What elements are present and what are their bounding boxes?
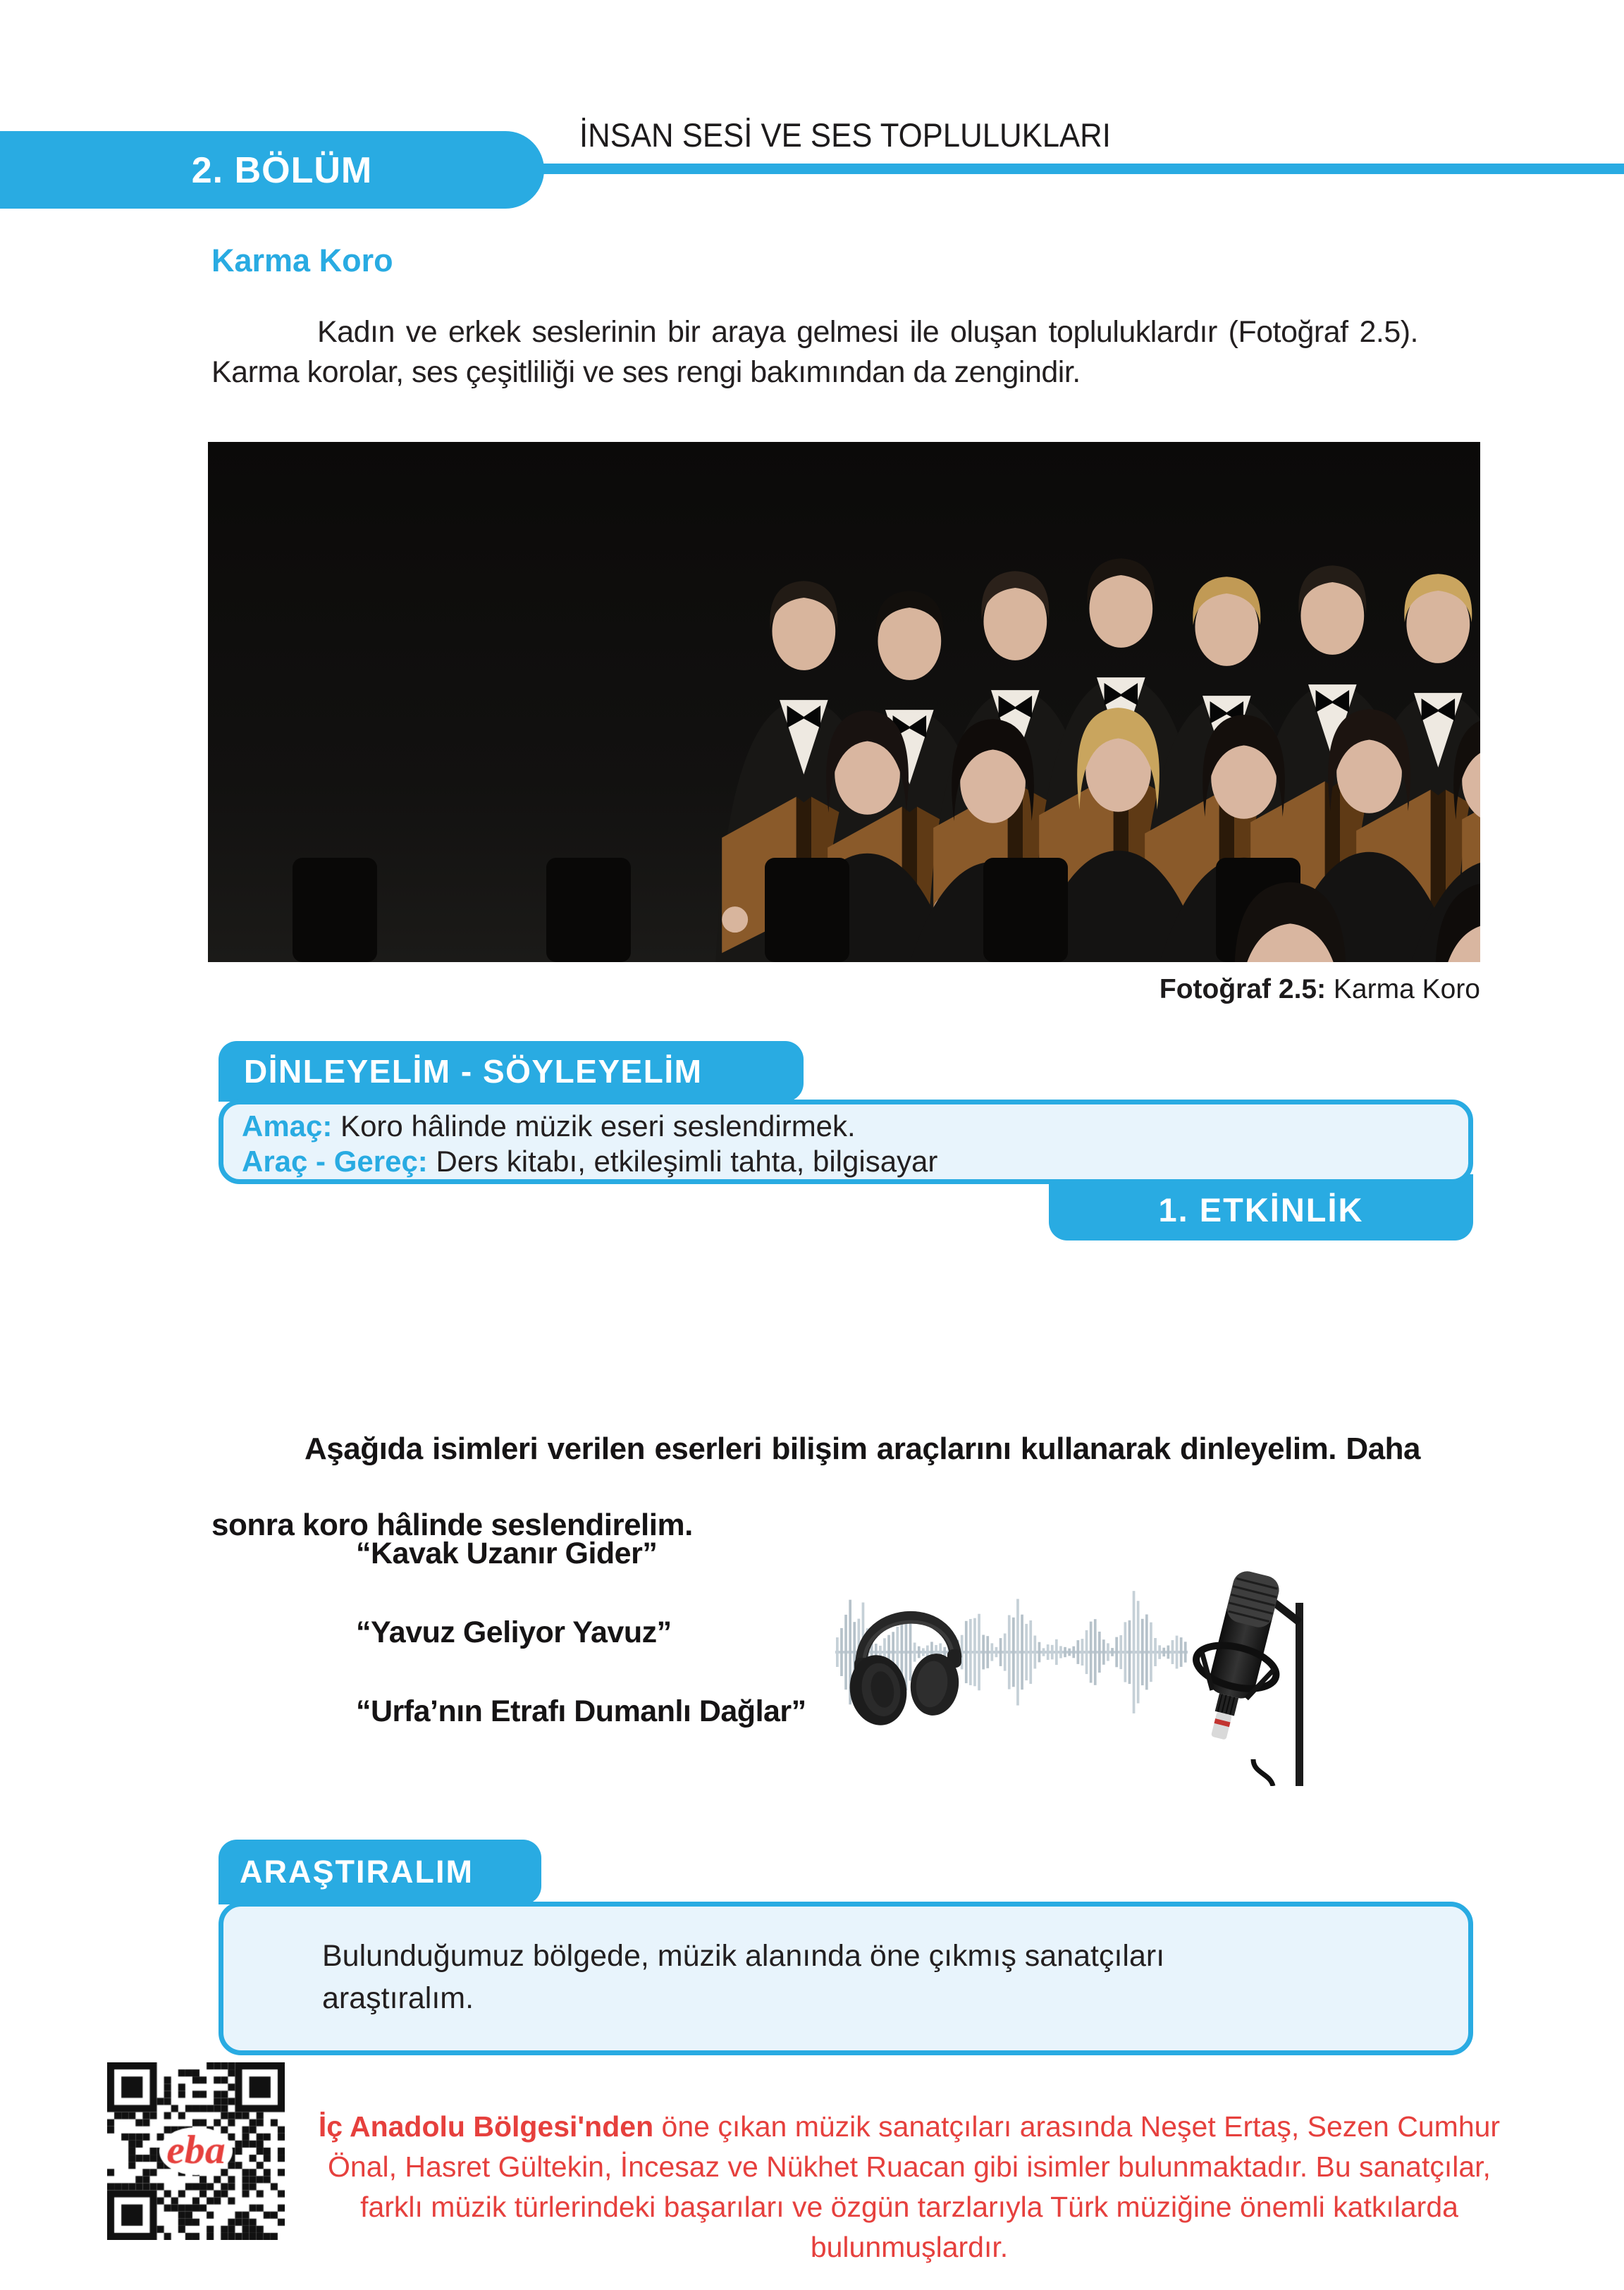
page-title: İNSAN SESİ VE SES TOPLULUKLARI [579,116,1111,154]
footer-note-bold: İç Anadolu Bölgesi'nden [318,2110,654,2143]
microphone-icon [1188,1562,1322,1786]
photo-caption [811,974,1480,1005]
goal-row [223,1109,1468,1144]
activity-goal-box [219,1100,1473,1184]
activity-number-badge [1049,1174,1473,1241]
song-title: “Yavuz Geliyor Yavuz” [356,1615,672,1649]
song-title: “Urfa’nın Etrafı Dumanlı Dağlar” [356,1694,806,1728]
footer-note [310,2107,1508,2267]
goal-label: Amaç: [242,1109,333,1143]
research-banner [219,1840,541,1904]
goal-text: Koro hâlinde müzik eseri seslendirmek. [332,1109,856,1143]
listen-sing-banner-label: DİNLEYELİM - SÖYLEYELİM [244,1053,703,1090]
chapter-label: 2. BÖLÜM [191,150,373,191]
song-title: “Kavak Uzanır Gider” [356,1537,658,1570]
section-heading: Karma Koro [211,242,393,278]
research-box [219,1902,1473,2055]
materials-label: Araç - Gereç: [242,1145,428,1178]
chapter-banner [0,131,544,209]
photo-caption-label: Fotoğraf 2.5: [1159,974,1327,1004]
choir-photo [208,442,1480,962]
footer-note-rest: öne çıkan müzik sanatçıları arasında Neşet Ertaş, Sezen Cumhur Önal, Hasret Gültekin, İncesaz ve Nükhet Ruacan gibi isimler bulunmaktadır. Bu sanatçılar, farklı müzik türlerindeki başarıları ve özgün tarzlarıyla Türk müziğine önemli katkılarda bulunmuşlardır. [328,2110,1501,2263]
choir-photo-illustration [208,442,1480,962]
research-text: Bulunduğumuz bölgede, müzik alanında öne çıkmış sanatçıları araştıralım. [322,1939,1165,2015]
listen-sing-banner [219,1041,804,1102]
eba-qr-code [107,2062,285,2240]
section-paragraph: Kadın ve erkek seslerinin bir araya gelmesi ile oluşan topluluklardır (Fotoğraf 2.5). Karma korolar, ses çeşitliliği ve ses rengi bakımından da zengindir. [211,315,1418,389]
photo-caption-text: Karma Koro [1326,974,1480,1004]
headphones-icon [844,1579,970,1728]
research-banner-label: ARAŞTIRALIM [240,1854,474,1890]
materials-row [223,1144,1468,1179]
activity-number-label: 1. ETKİNLİK [1158,1191,1364,1229]
materials-text: Ders kitabı, etkileşimli tahta, bilgisayar [427,1145,938,1178]
activity-instruction: Aşağıda isimleri verilen eserleri bilişim araçlarını kullanarak dinleyelim. Daha sonra koro hâlinde seslendirelim. [211,1432,1420,1542]
